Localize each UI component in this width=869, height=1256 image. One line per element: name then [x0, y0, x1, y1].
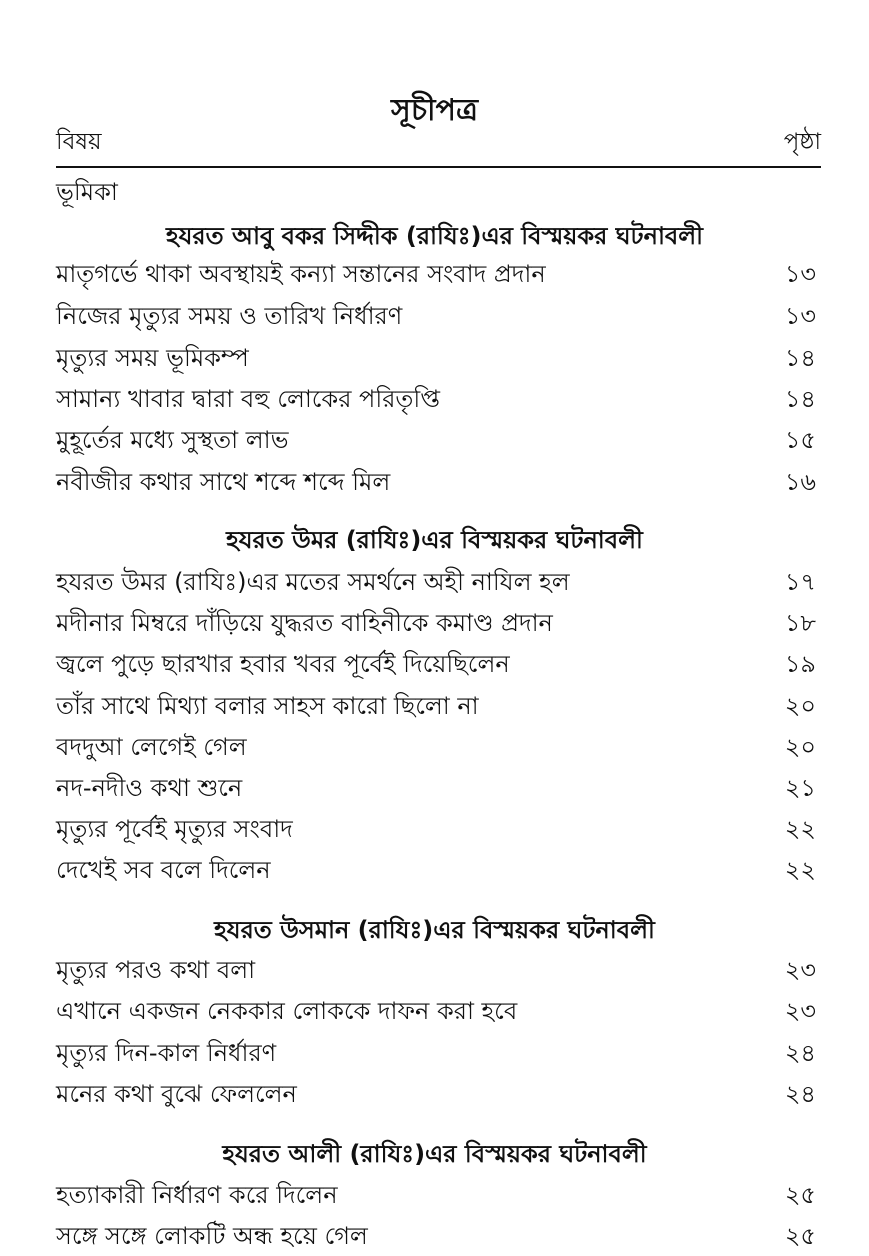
- page-column-header: পৃষ্ঠা: [783, 129, 821, 155]
- entry-page: ১৪: [784, 385, 816, 413]
- toc-entry: [56, 952, 816, 988]
- toc-entry: [56, 340, 816, 376]
- toc-entry: [56, 298, 816, 334]
- entry-page: ১৫: [784, 426, 816, 454]
- entry-text: দেখেই সব বলে দিলেন: [56, 856, 271, 884]
- subject-column-header: বিষয়: [56, 129, 102, 155]
- entry-text: নদ-নদীও কথা শুনে: [56, 774, 243, 802]
- entry-text: মৃত্যুর দিন-কাল নির্ধারণ: [56, 1039, 277, 1067]
- column-header-row: [56, 129, 821, 168]
- toc-entry: [56, 422, 816, 458]
- entry-page: ২০: [784, 692, 816, 720]
- toc-entry: [56, 564, 816, 600]
- entry-page: ১৭: [784, 568, 816, 596]
- entry-page: ২৫: [784, 1222, 816, 1250]
- toc-entry: [56, 256, 816, 292]
- toc-entry: [56, 729, 816, 765]
- toc-entry: [56, 605, 816, 641]
- toc-entry: [56, 646, 816, 682]
- entry-page: ২১: [784, 774, 816, 802]
- entry-page: ১৮: [784, 609, 816, 637]
- section-title: হযরত উমর (রাযিঃ)এর বিস্ময়কর ঘটনাবলী: [226, 526, 643, 554]
- entry-page: ২৪: [784, 1039, 816, 1067]
- entry-text: হত্যাকারী নির্ধারণ করে দিলেন: [56, 1181, 338, 1209]
- entry-text: মুহূর্তের মধ্যে সুস্থতা লাভ: [56, 426, 289, 454]
- toc-entry: [56, 1076, 816, 1112]
- entry-text: নবীজীর কথার সাথে শব্দে শব্দে মিল: [56, 468, 391, 496]
- entry-page: ২৫: [784, 1181, 816, 1209]
- entry-page: ১৩: [784, 302, 816, 330]
- entry-page: ১৪: [784, 344, 816, 372]
- entry-text: মনের কথা বুঝে ফেললেন: [56, 1080, 297, 1108]
- entry-text: মৃত্যুর সময় ভূমিকম্প: [56, 344, 249, 372]
- section-title: হযরত আবু বকর সিদ্দীক (রাযিঃ)এর বিস্ময়কর ঘটনাবলী: [165, 222, 704, 250]
- entry-text: জ্বলে পুড়ে ছারখার হবার খবর পূর্বেই দিয়েছিলেন: [56, 650, 510, 678]
- entry-page: ১৩: [784, 260, 816, 288]
- toc-entry: [56, 993, 816, 1029]
- entry-text: বদদুআ লেগেই গেল: [56, 733, 247, 761]
- toc-entry: [56, 852, 816, 888]
- entry-page: ২২: [784, 815, 816, 843]
- toc-entry: [56, 381, 816, 417]
- entry-page: ১৬: [784, 468, 816, 496]
- entry-text: মাতৃগর্ভে থাকা অবস্থায়ই কন্যা সন্তানের সংবাদ প্রদান: [56, 260, 546, 288]
- entry-page: ২০: [784, 733, 816, 761]
- entry-text: নিজের মৃত্যুর সময় ও তারিখ নির্ধারণ: [56, 302, 403, 330]
- toc-entry: [56, 464, 816, 500]
- intro-entry: ভূমিকা: [56, 178, 118, 206]
- entry-page: ১৯: [784, 650, 816, 678]
- entry-text: মৃত্যুর পূর্বেই মৃত্যুর সংবাদ: [56, 815, 293, 843]
- section-title: হযরত উসমান (রাযিঃ)এর বিস্ময়কর ঘটনাবলী: [214, 916, 655, 944]
- entry-page: ২৪: [784, 1080, 816, 1108]
- toc-entry: [56, 1177, 816, 1213]
- toc-entry: [56, 811, 816, 847]
- entry-page: ২৩: [784, 997, 816, 1025]
- page-title: সূচীপত্র: [391, 93, 478, 128]
- toc-entry: [56, 1035, 816, 1071]
- toc-entry: [56, 688, 816, 724]
- entry-text: তাঁর সাথে মিথ্যা বলার সাহস কারো ছিলো না: [56, 692, 479, 720]
- entry-page: ২৩: [784, 956, 816, 984]
- entry-text: মদীনার মিম্বরে দাঁড়িয়ে যুদ্ধরত বাহিনীকে কমাণ্ড প্রদান: [56, 609, 553, 637]
- section-title: হযরত আলী (রাযিঃ)এর বিস্ময়কর ঘটনাবলী: [222, 1140, 647, 1168]
- entry-text: সঙ্গে সঙ্গে লোকটি অন্ধ হয়ে গেল: [56, 1222, 368, 1250]
- entry-text: এখানে একজন নেককার লোককে দাফন করা হবে: [56, 997, 518, 1025]
- entry-text: মৃত্যুর পরও কথা বলা: [56, 956, 256, 984]
- entry-page: ২২: [784, 856, 816, 884]
- entry-text: সামান্য খাবার দ্বারা বহু লোকের পরিতৃপ্তি: [56, 385, 441, 413]
- toc-entry: [56, 1218, 816, 1254]
- toc-entry: [56, 770, 816, 806]
- entry-text: হযরত উমর (রাযিঃ)এর মতের সমর্থনে অহী নাযিল হল: [56, 568, 570, 596]
